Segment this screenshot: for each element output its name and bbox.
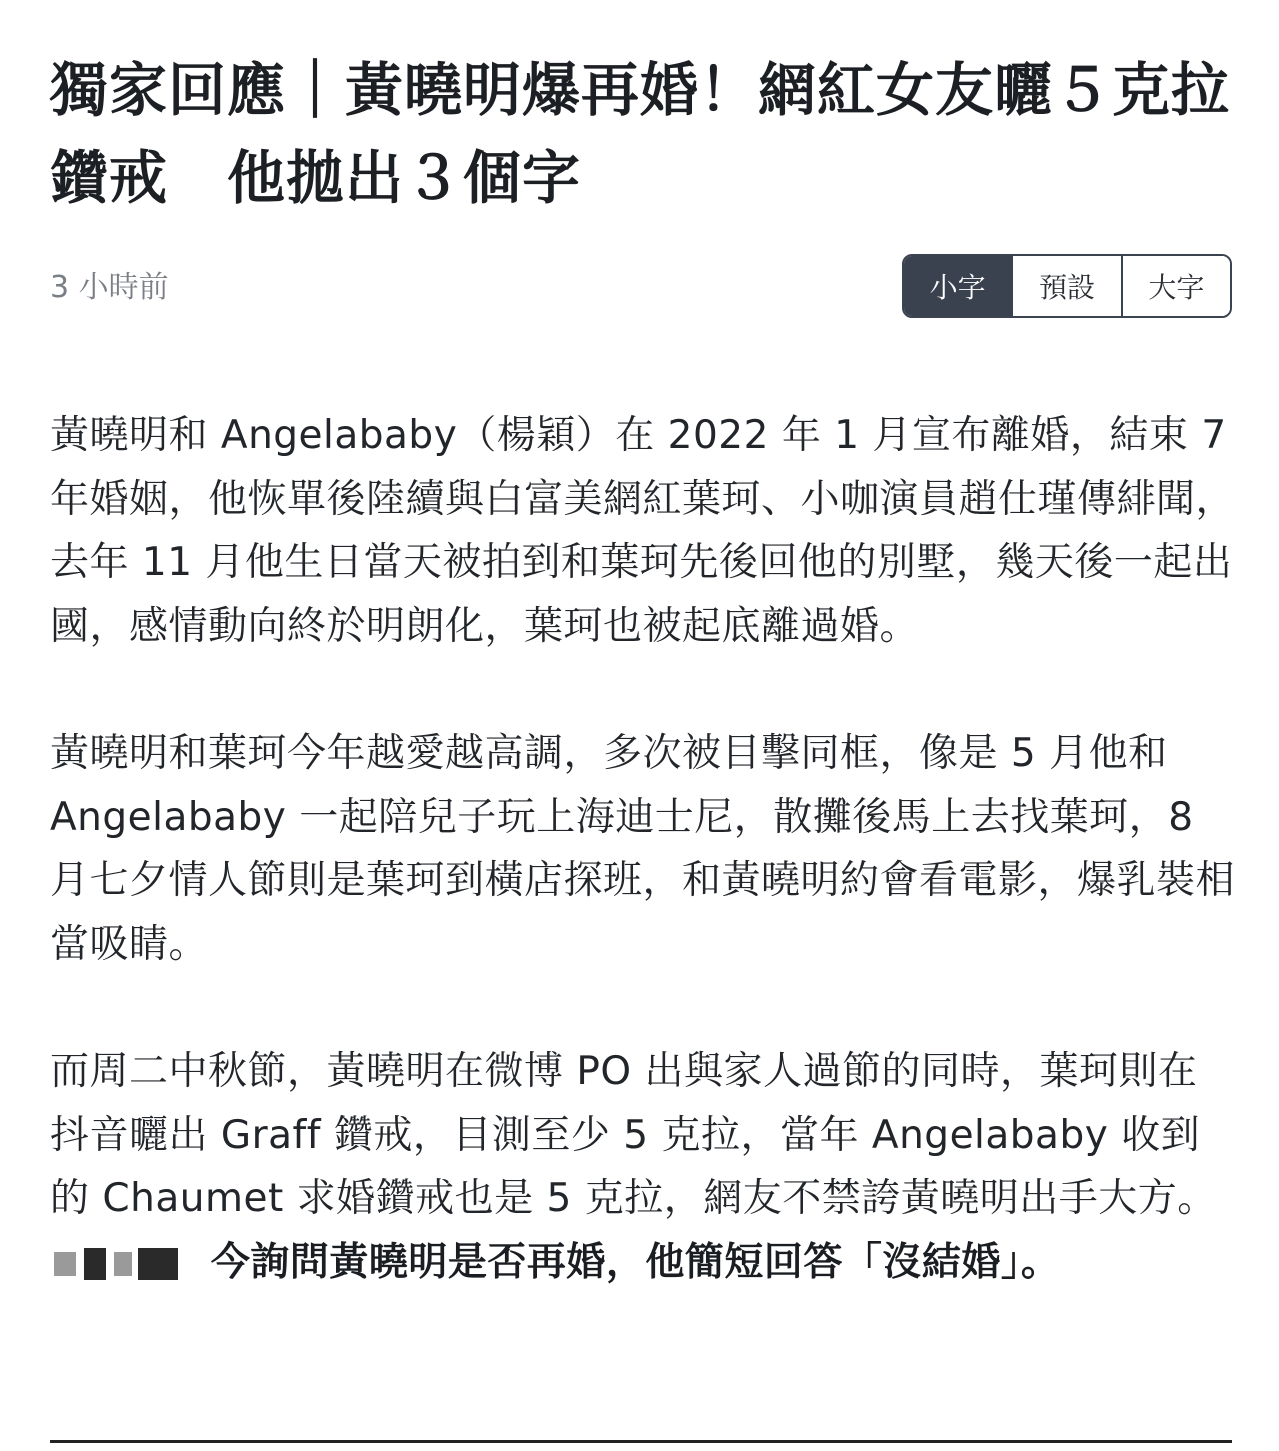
- article-body: [50, 404, 1236, 1358]
- article-paragraph: 黃曉明和葉珂今年越愛越高調，多次被目擊同框，像是 5 月他和 Angelababy 一起陪兒子玩上海迪士尼，散攤後馬上去找葉珂，8 月七夕情人節則是葉珂到橫店探班，和黃曉明約會看電影，爆乳裝相當吸睛。: [50, 731, 1236, 967]
- font-size-small-button[interactable]: 小字: [904, 256, 1011, 316]
- article-paragraph: 黃曉明和 Angelababy（楊穎）在 2022 年 1 月宣布離婚，結束 7 年婚姻，他恢單後陸續與白富美網紅葉珂、小咖演員趙仕瑾傳緋聞，去年 11 月他生日當天被拍到和葉珂先後回他的別墅，幾天後一起出國，感情動向終於明朗化，葉珂也被起底離過婚。: [50, 413, 1236, 649]
- article-paragraph: [50, 1040, 1236, 1294]
- article-divider: [50, 1440, 1232, 1443]
- font-size-default-button[interactable]: 預設: [1011, 256, 1120, 316]
- article-paragraph-text: 而周二中秋節，黃曉明在微博 PO 出與家人過節的同時，葉珂則在抖音曬出 Graff 鑽戒，目測至少 5 克拉，當年 Angelababy 收到的 Chaumet 求婚鑽戒也是 5 克拉，網友不禁誇黃曉明出手大方。: [50, 1049, 1217, 1221]
- publish-timestamp: 3 小時前: [50, 270, 169, 305]
- font-size-large-button[interactable]: 大字: [1121, 256, 1230, 316]
- censored-text-block: [54, 1244, 194, 1284]
- font-size-switch: [902, 254, 1232, 318]
- article-paragraph-bold-text: 今詢問黃曉明是否再婚，他簡短回答「沒結婚」。: [210, 1239, 1061, 1285]
- article-meta: [50, 254, 1232, 322]
- article-headline: 獨家回應｜黃曉明爆再婚！網紅女友曬５克拉鑽戒 他拋出３個字: [50, 56, 1231, 212]
